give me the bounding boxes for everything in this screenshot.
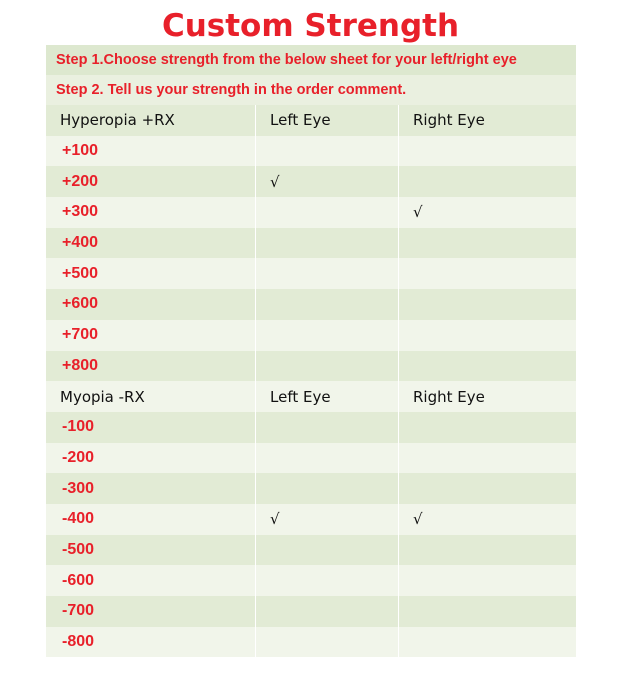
left-eye-check (256, 351, 399, 382)
page-title: Custom Strength (161, 8, 460, 44)
left-eye-check (256, 443, 399, 474)
table-row (46, 565, 576, 596)
right-eye-check (399, 627, 576, 658)
strength-value: +600 (46, 289, 256, 320)
right-eye-check (399, 351, 576, 382)
left-eye-header: Left Eye (256, 381, 399, 412)
strength-value: -400 (46, 504, 256, 535)
left-eye-check (256, 258, 399, 289)
right-eye-check: √ (413, 510, 423, 529)
myopia-header-label: Myopia -RX (46, 381, 256, 412)
table-row (46, 320, 576, 351)
right-eye-check (399, 166, 576, 197)
table-row (46, 535, 576, 566)
left-eye-check (256, 473, 399, 504)
right-eye-check (399, 412, 576, 443)
strength-value: -300 (46, 473, 256, 504)
strength-value: -500 (46, 535, 256, 566)
myopia-header-row (46, 381, 576, 412)
left-eye-check (256, 289, 399, 320)
strength-value: +300 (46, 197, 256, 228)
step-1-instruction: Step 1.Choose strength from the below sheet for your left/right eye (46, 45, 576, 75)
right-eye-check (399, 443, 576, 474)
strength-value: -600 (46, 565, 256, 596)
strength-value: -800 (46, 627, 256, 658)
strength-value: +500 (46, 258, 256, 289)
left-eye-check (256, 596, 399, 627)
table-row (46, 504, 576, 535)
right-eye-check (399, 535, 576, 566)
right-eye-check (399, 136, 576, 167)
left-eye-check (256, 228, 399, 259)
left-eye-check (256, 136, 399, 167)
right-eye-check (399, 258, 576, 289)
strength-value: -700 (46, 596, 256, 627)
table-row (46, 258, 576, 289)
table-row (46, 136, 576, 167)
strength-value: -200 (46, 443, 256, 474)
table-row (46, 627, 576, 658)
hyperopia-header-label: Hyperopia +RX (46, 105, 256, 136)
right-eye-check: √ (413, 203, 423, 222)
table-row (46, 443, 576, 474)
right-eye-check (399, 473, 576, 504)
left-eye-check (256, 412, 399, 443)
left-eye-check (256, 197, 399, 228)
strength-sheet (46, 45, 576, 657)
right-eye-check (399, 320, 576, 351)
strength-value: -100 (46, 412, 256, 443)
left-eye-header: Left Eye (256, 105, 399, 136)
table-row (46, 228, 576, 259)
table-row (46, 412, 576, 443)
table-row (46, 197, 576, 228)
right-eye-check (399, 289, 576, 320)
left-eye-check (256, 320, 399, 351)
right-eye-header: Right Eye (413, 111, 485, 130)
left-eye-check (256, 627, 399, 658)
table-row (46, 166, 576, 197)
step-2-instruction: Step 2. Tell us your strength in the order comment. (46, 75, 576, 105)
strength-value: +800 (46, 351, 256, 382)
strength-value: +200 (46, 166, 256, 197)
right-eye-check (399, 228, 576, 259)
table-row (46, 289, 576, 320)
left-eye-check (256, 565, 399, 596)
right-eye-header: Right Eye (413, 387, 485, 406)
left-eye-check: √ (256, 504, 399, 535)
strength-value: +100 (46, 136, 256, 167)
strength-value: +400 (46, 228, 256, 259)
hyperopia-header-row (46, 105, 576, 136)
left-eye-check (256, 535, 399, 566)
table-row (46, 596, 576, 627)
right-eye-check (399, 596, 576, 627)
table-row (46, 473, 576, 504)
left-eye-check: √ (256, 166, 399, 197)
table-row (46, 351, 576, 382)
strength-value: +700 (46, 320, 256, 351)
right-eye-check (399, 565, 576, 596)
